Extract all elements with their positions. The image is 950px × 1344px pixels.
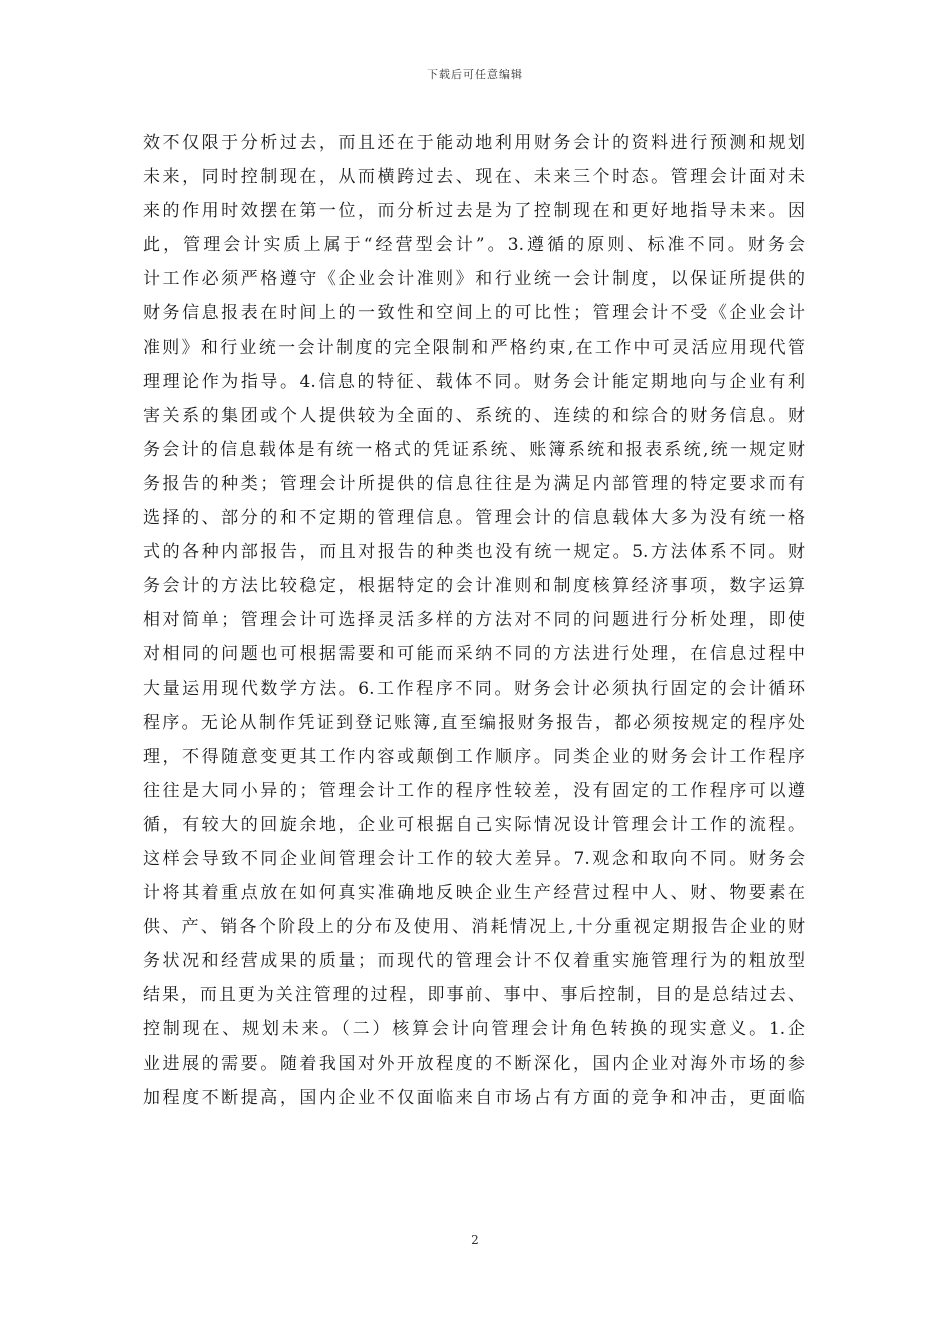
text-line: 结果，而且更为关注管理的过程，即事前、事中、事后控制，目的是总结过去、: [143, 985, 805, 1006]
text-line: 来的作用时效摆在第一位，而分析过去是为了控制现在和更好地指导未来。因: [143, 201, 805, 222]
text-line: 理理论作为指导。4.信息的特征、载体不同。财务会计能定期地向与企业有利: [143, 371, 805, 392]
text-line: 这样会导致不同企业间管理会计工作的较大差异。7.观念和取向不同。财务会: [143, 848, 805, 869]
text-line: 理，不得随意变更其工作内容或颠倒工作顺序。同类企业的财务会计工作程序: [143, 746, 805, 767]
text-line: 准则》和行业统一会计制度的完全限制和严格约束,在工作中可灵活应用现代管: [143, 337, 805, 358]
text-line: 害关系的集团或个人提供较为全面的、系统的、连续的和综合的财务信息。财: [143, 405, 805, 426]
text-line: 往往是大同小异的；管理会计工作的程序性较差，没有固定的工作程序可以遵: [143, 780, 805, 801]
text-line: 务会计的方法比较稳定，根据特定的会计准则和制度核算经济事项，数字运算: [143, 576, 805, 597]
text-line: 选择的、部分的和不定期的管理信息。管理会计的信息载体大多为没有统一格: [143, 508, 805, 529]
text-line: 业进展的需要。随着我国对外开放程度的不断深化，国内企业对海外市场的参: [143, 1053, 805, 1074]
text-line: 计将其着重点放在如何真实准确地反映企业生产经营过程中人、财、物要素在: [143, 883, 805, 904]
text-line: 务会计的信息载体是有统一格式的凭证系统、账簿系统和报表系统,统一规定财: [143, 439, 805, 460]
text-line: 供、产、销各个阶段上的分布及使用、消耗情况上,十分重视定期报告企业的财: [143, 917, 805, 938]
text-line: 未来，同时控制现在，从而横跨过去、现在、未来三个时态。管理会计面对未: [143, 167, 805, 188]
page-number: 2: [471, 1233, 479, 1247]
text-line: 对相同的问题也可根据需要和可能而采纳不同的方法进行处理，在信息过程中: [143, 644, 805, 665]
document-body: [143, 126, 805, 1115]
text-line: 务报告的种类；管理会计所提供的信息往往是为满足内部管理的特定要求而有: [143, 473, 805, 494]
text-line: 加程度不断提高，国内企业不仅面临来自市场占有方面的竞争和冲击，更面临: [143, 1087, 805, 1108]
text-line: 控制现在、规划未来。（二）核算会计向管理会计角色转换的现实意义。1.企: [143, 1019, 805, 1040]
text-line: 效不仅限于分析过去，而且还在于能动地利用财务会计的资料进行预测和规划: [143, 133, 805, 153]
text-line: 大量运用现代数学方法。6.工作程序不同。财务会计必须执行固定的会计循环: [143, 678, 805, 699]
text-line: 程序。无论从制作凭证到登记账簿,直至编报财务报告，都必须按规定的程序处: [143, 712, 805, 733]
text-line: 计工作必须严格遵守《企业会计准则》和行业统一会计制度，以保证所提供的: [143, 269, 805, 290]
text-line: 此，管理会计实质上属于“经营型会计”。3.遵循的原则、标准不同。财务会: [143, 235, 805, 256]
text-line: 务状况和经营成果的质量；而现代的管理会计不仅着重实施管理行为的粗放型: [143, 951, 805, 972]
text-line: 循，有较大的回旋余地，企业可根据自己实际情况设计管理会计工作的流程。: [143, 814, 805, 835]
text-line: 财务信息报表在时间上的一致性和空间上的可比性；管理会计不受《企业会计: [143, 303, 805, 324]
text-line: 相对简单；管理会计可选择灵活多样的方法对不同的问题进行分析处理，即使: [143, 610, 805, 631]
page-header: 下载后可任意编辑: [427, 68, 523, 81]
text-line: 式的各种内部报告，而且对报告的种类也没有统一规定。5.方法体系不同。财: [143, 542, 805, 563]
